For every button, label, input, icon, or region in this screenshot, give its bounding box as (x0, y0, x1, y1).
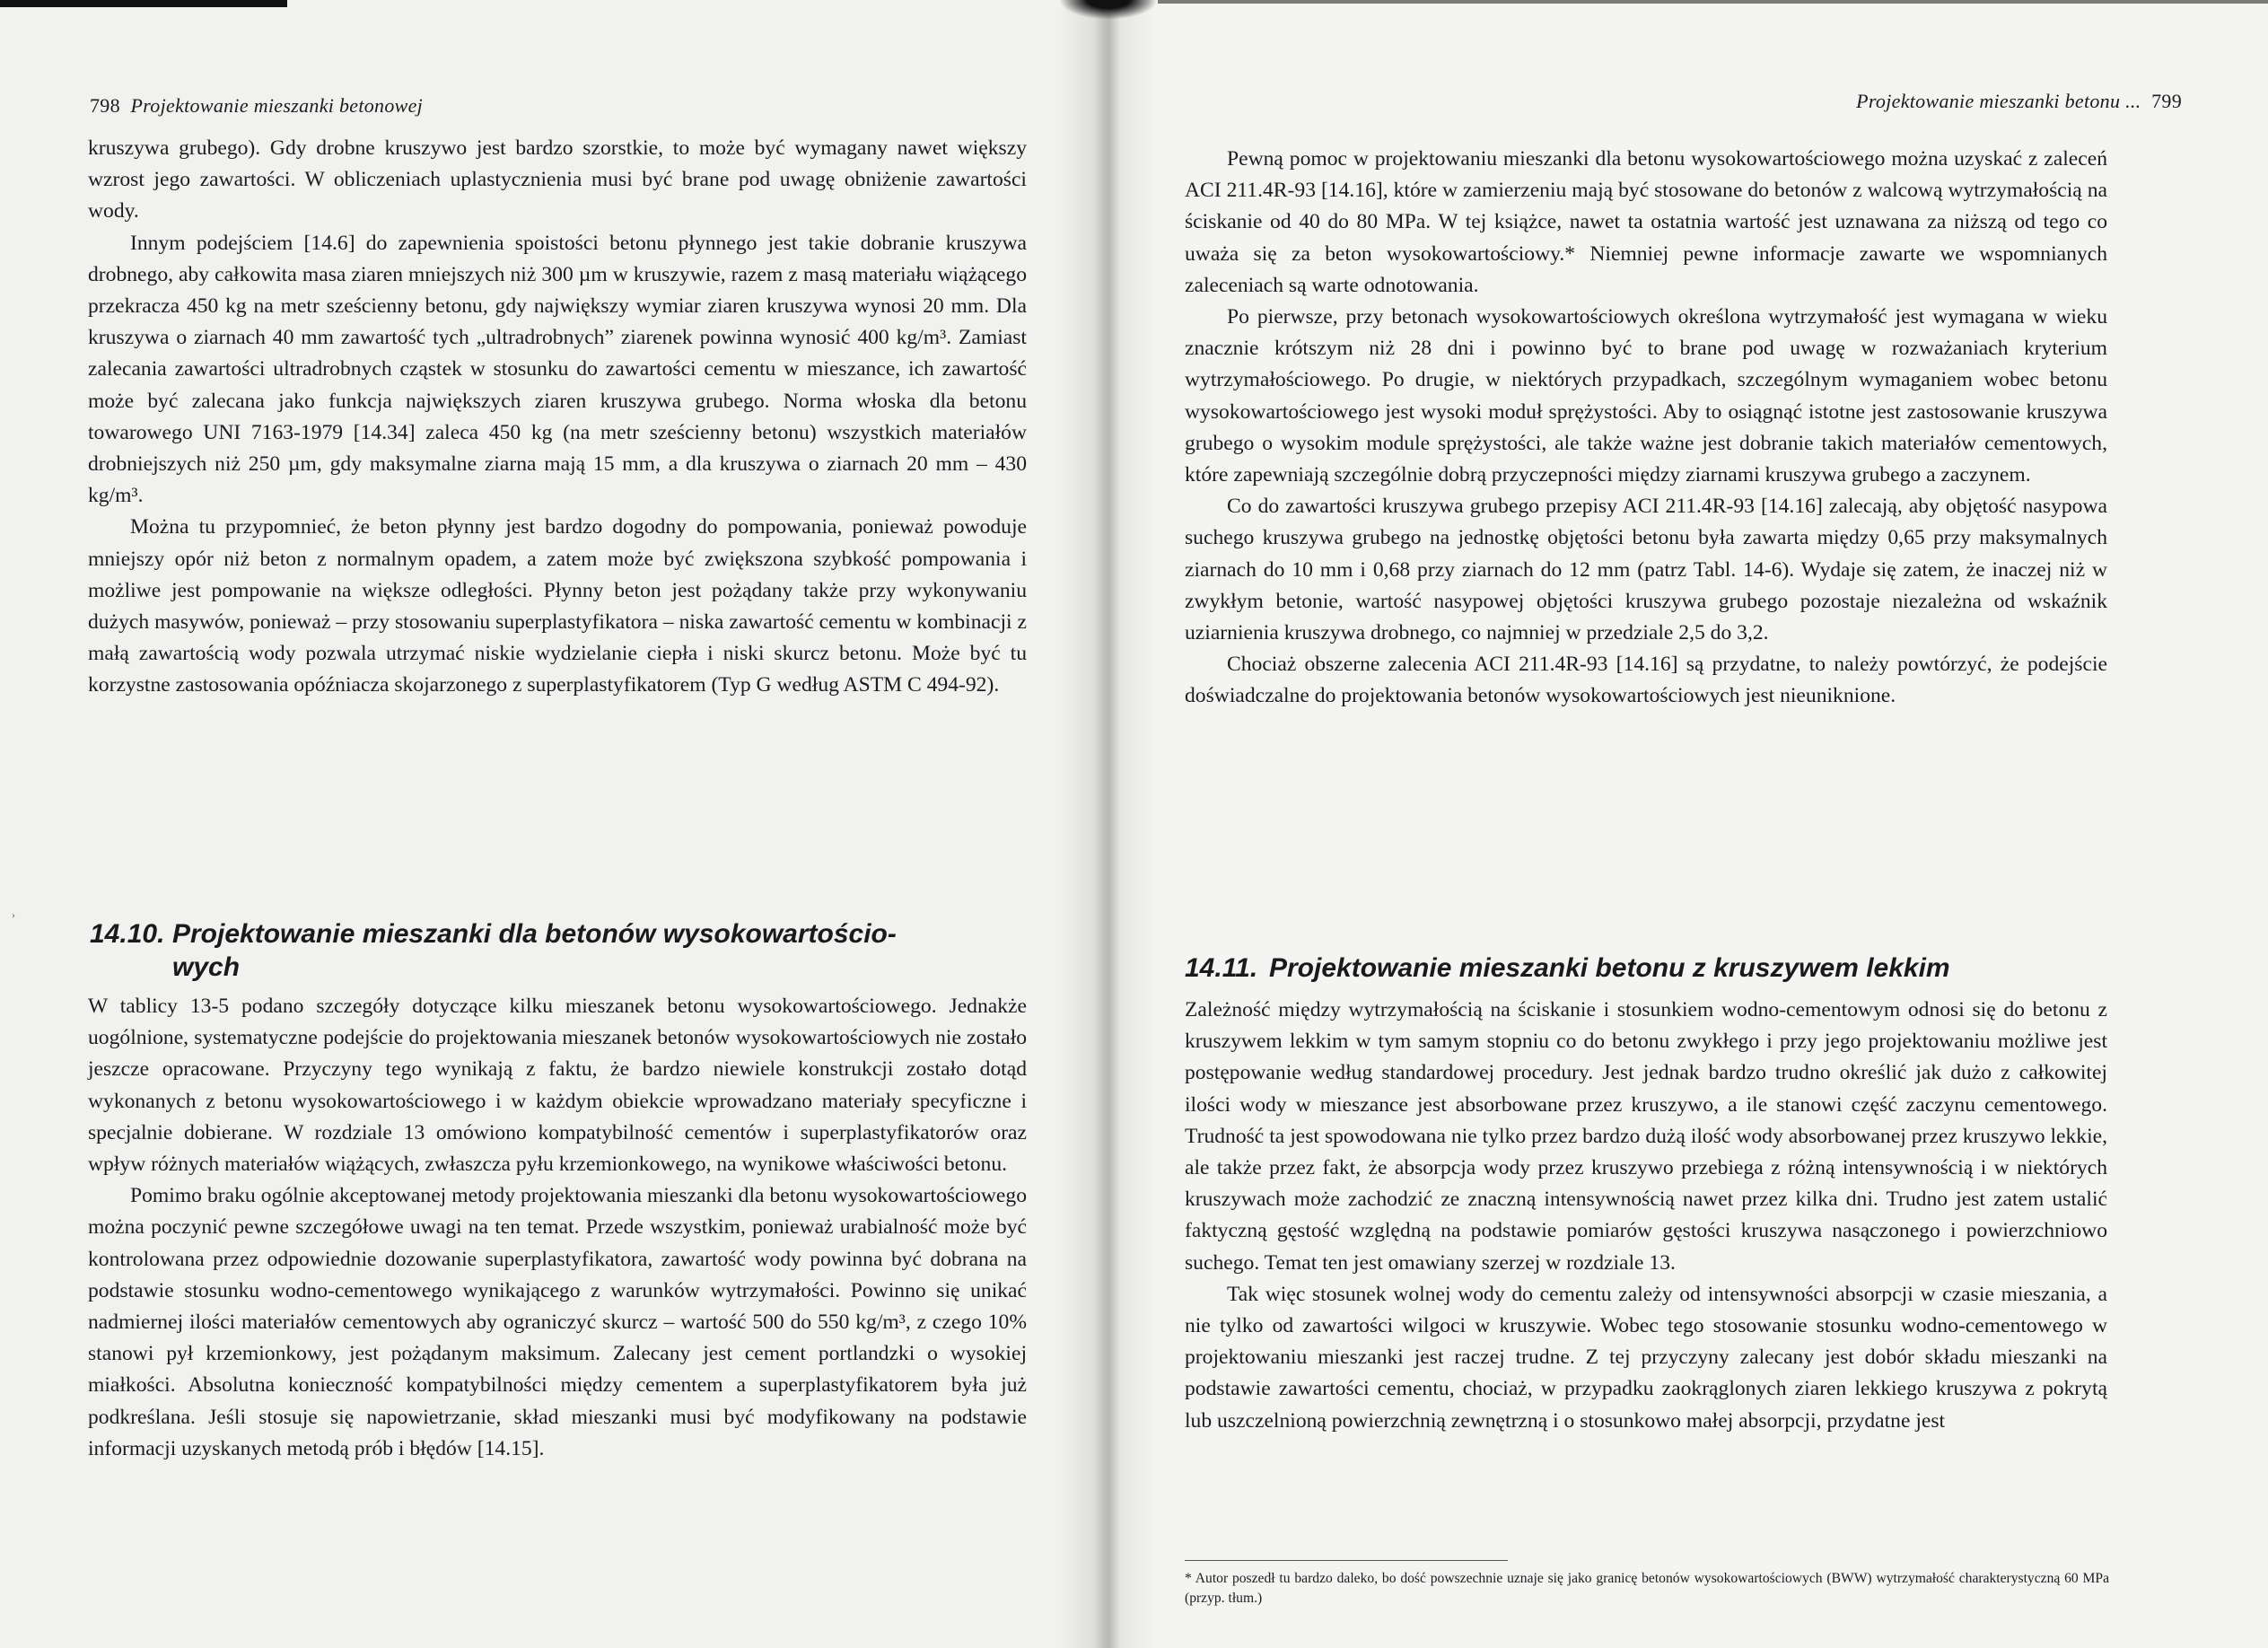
section-number: 14.10. (90, 919, 165, 949)
gutter-top-shadow (1059, 0, 1158, 20)
right-page-number: 799 (2151, 90, 2182, 112)
left-paragraph-3: Można tu przypomnieć, że beton płynny jest bardzo dogodny do pompowania, ponieważ powoduje mniejszy opór niż beton z normalnym opadem, a zatem może być zwiększona szybkość pompowania i możliwe jest pompowanie na większe odległości. Płynny beton jest pożądany także przy wykonywaniu dużych masywów, ponieważ – przy stosowaniu superplastyfikatora – niska zawartość cementu w kombinacji z małą zawartością wody pozwala utrzymać niskie wydzielanie ciepła i niski skurcz betonu. Może być tu korzystne zastosowania opóźniacza skojarzonego z superplastyfikatorem (Typ G według ASTM C 494-92). (88, 515, 1027, 697)
right-running-title: Projektowanie mieszanki betonu ... (1856, 90, 2141, 112)
scan-edge-shadow (0, 0, 287, 7)
scan-top-edge (1158, 0, 2268, 4)
right-paragraph-5: Zależność między wytrzymałością na ściskanie i stosunkiem wodno-cementowym odnosi się do betonu z kruszywem lekkim w tym samym stopniu co do betonu zwykłego i przy jego projektowaniu możliwe jest postępowanie według standardowej procedury. Jest jednak bardzo trudno określić jak dużo z całkowitej ilości wody w mieszance jest absorbowane przez kruszywo, a ile stanowi część zaczynu cementowego. Trudność ta jest spowodowana nie tylko przez bardzo dużą ilość wody absorbowanej przez kruszywo lekkie, ale także przez fakt, że absorpcja wody przez kruszywo przebiega z różną intensywnością i w niektórych kruszywach może zachodzić ze znaczną intensywnością nawet przez kilka dni. Trudno jest zatem ustalić faktyczną gęstość względną na podstawie pomiarów gęstości kruszywa nasączonego i powierzchniowo suchego. Temat ten jest omawiany szerzej w rozdziale 13. (1185, 998, 2107, 1275)
section-title-line-1: Projektowanie mieszanki dla betonów wysokowartościo- (172, 919, 897, 949)
right-paragraph-4: Chociaż obszerne zalecenia ACI 211.4R-93 [14.16] są przydatne, to należy powtórzyć, że podejście doświadczalne do projektowania betonów wysokowartościowych jest nieuniknione. (1185, 653, 2107, 708)
margin-mark: › (12, 908, 15, 921)
section-title: Projektowanie mieszanki betonu z kruszywem lekkim (1269, 953, 1950, 983)
footnote: * Autor poszedł tu bardzo daleko, bo dość powszechnie uznaje się jako granicę betonów wysokowartościowych (BWW) wytrzymałość charakterystyczną 60 MPa (przyp. tłum.) (1185, 1571, 2109, 1606)
left-paragraph-4: W tablicy 13-5 podano szczegóły dotyczące kilku mieszanek betonu wysokowartościowego. Jednakże uogólnione, systematyczne podejście do projektowania mieszanek betonów wysokowartościowych nie zostało jeszcze opracowane. Przyczyny tego wynikają z faktu, że bardzo niewiele konstrukcji zostało dotąd wykonanych z betonu wysokowartościowego i w każdym obiekcie wprowadzano materiały specyficzne i specjalnie dobierane. W rozdziale 13 omówiono kompatybilność cementów i superplastyfikatorów oraz wpływ różnych materiałów wiążących, zwłaszcza pyłu krzemionkowego, na wynikowe właściwości betonu. (88, 995, 1027, 1177)
left-paragraph-1: kruszywa grubego). Gdy drobne kruszywo jest bardzo szorstkie, to może być wymagany nawet większy wzrost jego zawartości. W obliczeniach uplastycznienia musi być brane pod uwagę obniżenie zawartości wody. (88, 136, 1027, 224)
right-body-bottom (1185, 995, 2107, 1437)
left-page-number: 798 (90, 94, 120, 117)
left-running-title: Projektowanie mieszanki betonowej (130, 94, 424, 117)
section-heading-14-10 (90, 917, 1023, 984)
footnote-rule (1185, 1560, 1508, 1561)
section-number: 14.11. (1185, 953, 1258, 983)
left-page (0, 0, 1106, 1648)
left-running-head (90, 94, 423, 118)
right-paragraph-2: Po pierwsze, przy betonach wysokowartościowych określona wytrzymałość jest wymagana w wieku znacznie krótszym niż 28 dni i powinno być to brane pod uwagę w rozważaniach kryterium wytrzymałościowego. Po drugie, w niektórych przypadkach, szczególnym wymaganiem wobec betonu wysokowartościowego jest wysoki moduł sprężystości. Aby to osiągnąć istotne jest zastosowanie kruszywa grubego o wysokim module sprężystości, ale także ważne jest dobranie takich materiałów cementowych, które zapewniają szczególnie dobrą przyczepności między ziarnami kruszywa grubego a zaczynem. (1185, 305, 2107, 487)
left-body-top (88, 133, 1027, 702)
right-running-head (1856, 90, 2182, 113)
right-paragraph-3: Co do zawartości kruszywa grubego przepisy ACI 211.4R-93 [14.16] zalecają, aby objętość nasypowa suchego kruszywa grubego na jednostkę objętości betonu była zawarta między 0,65 przy maksymalnych ziarnach do 10 mm i 0,68 przy ziarnach do 12 mm (patrz Tabl. 14-6). Wydaje się zatem, że inaczej niż w zwykłym betonie, wartość nasypowej objętości kruszywa grubego pozostaje niezależna od wskaźnik uziarnienia kruszywa drobnego, co najmniej w przedziale 2,5 do 3,2. (1185, 495, 2107, 645)
left-paragraph-2: Innym podejściem [14.6] do zapewnienia spoistości betonu płynnego jest takie dobranie kruszywa drobnego, aby całkowita masa ziaren mniejszych niż 300 µm w kruszywie, razem z masą materiału wiążącego przekracza 450 kg na metr sześcienny betonu, gdy największy wymiar ziaren kruszywa wynosi 20 mm. Dla kruszywa o ziarnach 40 mm zawartość tych „ultradrobnych” ziarenek powinna wynosić 400 kg/m³. Zamiast zalecania zawartości ultradrobnych cząstek w stosunku do zawartości cementu w mieszance, ich zawartość może być zalecana jako funkcja największych ziaren kruszywa grubego. Norma włoska dla betonu towarowego UNI 7163-1979 [14.34] zaleca 450 kg (na metr sześcienny betonu) wszystkich materiałów drobniejszych niż 250 µm, gdy maksymalne ziarna mają 15 mm, a dla kruszywa o ziarnach 20 mm – 430 kg/m³. (88, 231, 1027, 508)
section-title-line-2: wych (172, 952, 241, 982)
right-paragraph-6: Tak więc stosunek wolnej wody do cementu zależy od intensywności absorpcji w czasie mieszania, a nie tylko od zawartości wilgoci w kruszywie. Wobec tego stosowanie stosunku wodno-cementowego w projektowaniu mieszanki jest raczej trudne. Z tej przyczyny zalecany jest dobór składu mieszanki na podstawie zawartości cementu, chociaż, w przypadku zaokrąglonych ziaren lekkiego kruszywa z pokrytą lub uszczelnioną powierzchnią zewnętrzną i o stosunkowo małej absorpcji, przydatne jest (1185, 1282, 2107, 1433)
book-gutter (1059, 0, 1158, 1648)
left-paragraph-5: Pomimo braku ogólnie akceptowanej metody projektowania mieszanki dla betonu wysokowartościowego można poczynić pewne szczegółowe uwagi na ten temat. Przede wszystkim, ponieważ urabialność może być kontrolowana przez odpowiednie dozowanie superplastyfikatora, zawartość wody powinna być dobrana na podstawie stosunku wodno-cementowego wynikającego z warunków wytrzymałości. Powinno się unikać nadmiernej ilości materiałów cementowych aby ograniczyć skurcz – wartość 500 do 550 kg/m³, z czego 10% stanowi pył krzemionkowy, jest pożądanym maksimum. Zalecany jest cement portlandzki o wysokiej miałkości. Absolutna konieczność kompatybilności między cementem a superplastyfikatorem była już podkreślana. Jeśli stosuje się napowietrzanie, skład mieszanki musi być modyfikowany na podstawie informacji uzyskanych metodą prób i błędów [14.15]. (88, 1184, 1027, 1460)
right-paragraph-1: Pewną pomoc w projektowaniu mieszanki dla betonu wysokowartościowego można uzyskać z zaleceń ACI 211.4R-93 [14.16], które w zamierzeniu mają być stosowane do betonów z walcową wytrzymałością na ściskanie od 40 do 80 MPa. W tej książce, nawet ta ostatnia wartość jest uznawana za niższą od tego co uważa się za beton wysokowartościowy.* Niemniej pewne informacje zawarte we wspomnianych zaleceniach są warte odnotowania. (1185, 147, 2107, 297)
right-body-top (1185, 144, 2107, 713)
left-body-bottom (88, 991, 1027, 1465)
section-heading-14-11 (1185, 951, 2109, 985)
